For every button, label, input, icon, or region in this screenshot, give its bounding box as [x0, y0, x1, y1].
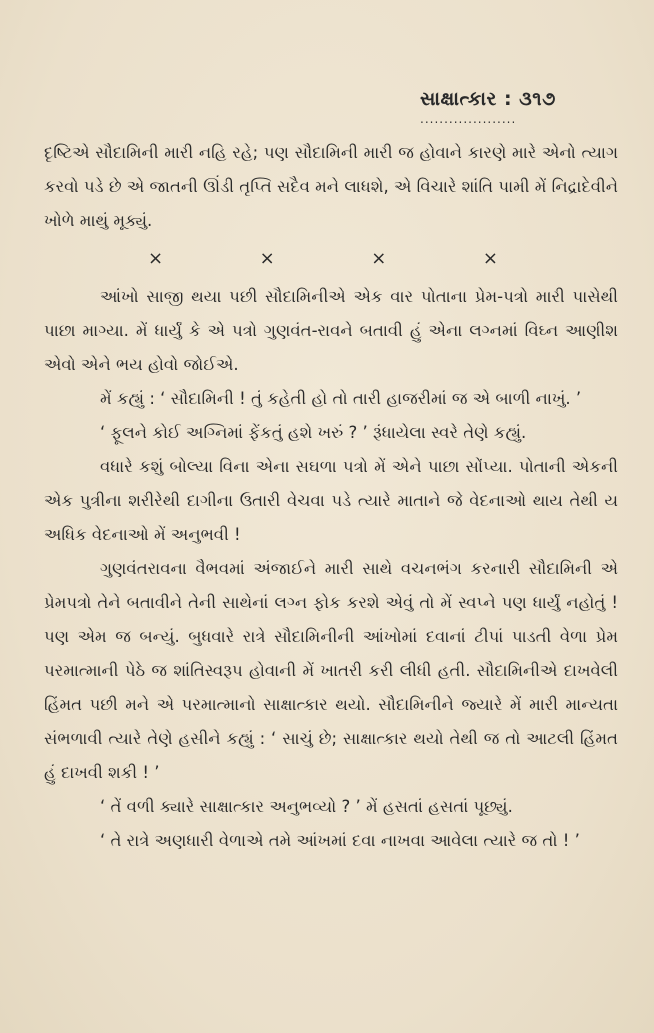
paragraph-6: ગુણવંતરાવના વૈભવમાં અંજાઈને મારી સાથે વચનભંગ કરનારી સૌદામિની એ પ્રેમપત્રો તેને બતાવીને તેની સાથેનાં લગ્ન ફોક કરશે એવું તો મેં સ્વપ્ને પણ ધાર્યું નહોતું ! પણ એમ જ બન્યું. બુધવારે રાત્રે સૌદામિનીની આંખોમાં દવાનાં ટીપાં પાડતી વેળા પ્રેમ પરમાત્માની પેઠે જ શાંતિસ્વરૂપ હોવાની મેં ખાતરી કરી લીધી હતી. સૌદામિનીએ દાખવેલી હિંમત પછી મને એ પરમાત્માનો સાક્ષાત્કાર થયો. સૌદામિનીને જ્યારે મેં મારી માન્યતા સંભળાવી ત્યારે તેણે હસીને કહ્યું : ‘ સાચું છે; સાક્ષાત્કાર થયો તેથી જ તો આટલી હિંમત હું દાખવી શકી ! ’	[44, 559, 618, 782]
paragraph-8: ‘ તે રાત્રે અણધારી વેળાએ તમે આંખમાં દવા નાખવા આવેલા ત્યારે જ તો ! ’	[100, 831, 580, 850]
chapter-title-page-number: સાક્ષાત્કાર : ૩૧૭	[420, 88, 556, 110]
separator-mark: ×	[259, 248, 275, 269]
paragraph-4: ‘ ફૂલને કોઈ અગ્નિમાં ફેંકતું હશે ખરું ? ’ રૂંધાયેલા સ્વરે તેણે કહ્યું.	[100, 423, 527, 442]
separator-mark: ×	[482, 248, 498, 269]
body-text	[44, 136, 618, 858]
paragraph-2: આંખો સાજી થયા પછી સૌદામિનીએ એક વાર પોતાના પ્રેમ-પત્રો મારી પાસેથી પાછા માગ્યા. મેં ધાર્યું કે એ પત્રો ગુણવંત-રાવને બતાવી હું એના લગ્નમાં વિઘ્ન આણીશ એવો એને ભય હોવો જોઈએ.	[44, 287, 618, 374]
separator-mark: ×	[371, 248, 387, 269]
paragraph-1: દૃષ્ટિએ સૌદામિની મારી નહિ રહે; પણ સૌદામિની મારી જ હોવાને કારણે મારે એનો ત્યાગ કરવો પડે છે એ જાતની ઊંડી તૃપ્તિ સદૈવ મને લાધશે, એ વિચારે શાંતિ પામી મેં નિદ્રાદેવીને ખોળે માથું મૂક્યું.	[44, 143, 618, 230]
paragraph-3: મેં કહ્યું : ‘ સૌદામિની ! તું કહેતી હો તો તારી હાજરીમાં જ એ બાળી નાખું. ’	[100, 389, 582, 408]
paragraph-7: ‘ તેં વળી ક્યારે સાક્ષાત્કાર અનુભવ્યો ? ’ મેં હસતાં હસતાં પૂછ્યું.	[100, 797, 513, 816]
running-header	[420, 88, 620, 126]
header-dotted-rule: ....................	[420, 112, 517, 126]
separator-mark: ×	[148, 248, 164, 269]
paragraph-5: વધારે કશું બોલ્યા વિના એના સઘળા પત્રો મેં એને પાછા સોંપ્યા. પોતાની એકની એક પુત્રીના શરીરેથી દાગીના ઉતારી વેચવા પડે ત્યારે માતાને જે વેદનાઓ થાય તેથી ય અધિક વેદનાઓ મેં અનુભવી !	[44, 457, 618, 544]
section-separator	[148, 244, 498, 274]
